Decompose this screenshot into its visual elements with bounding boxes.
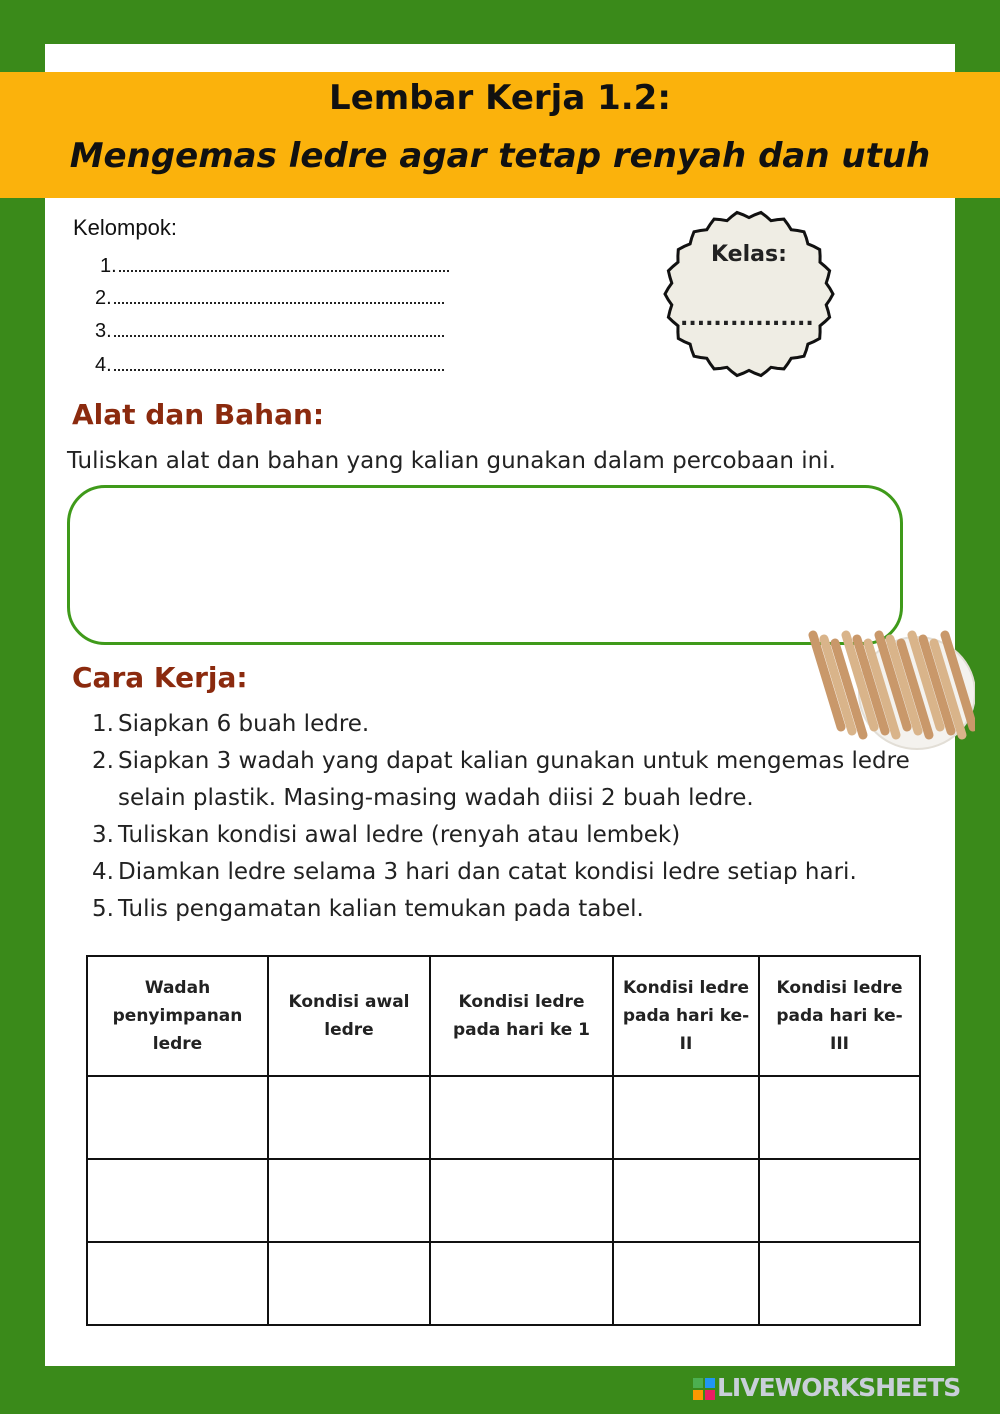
procedure-step [92,743,932,817]
class-label: Kelas: [711,242,787,267]
header-day-3: Kondisi ledre pada hari ke-III [759,956,920,1076]
group-label: Kelompok: [73,215,177,240]
table-cell[interactable] [759,1159,920,1242]
step-number: 3. [92,822,114,848]
procedure-steps [92,706,932,928]
table-cell[interactable] [430,1076,613,1159]
step-number: 5. [92,896,114,922]
group-member-2-field[interactable] [95,284,444,310]
header-day-2: Kondisi ledre pada hari ke-II [613,956,759,1076]
materials-answer-box[interactable] [67,485,903,645]
title-banner [0,72,1000,198]
table-cell[interactable] [430,1242,613,1325]
procedure-step [92,706,932,743]
member-number: 3. [95,320,112,342]
materials-heading: Alat dan Bahan: [72,398,325,431]
header-initial-condition: Kondisi awal ledre [268,956,430,1076]
member-number: 1. [100,255,117,277]
step-text: Tulis pengamatan kalian temukan pada tabel. [118,896,644,922]
liveworksheets-logo-icon [693,1378,715,1400]
table-cell[interactable] [759,1076,920,1159]
brand-name: LIVEWORKSHEETS [717,1373,961,1402]
class-badge-shape [658,205,840,383]
table-row [87,1242,920,1325]
group-member-1-field[interactable] [100,252,449,278]
header-day-1: Kondisi ledre pada hari ke 1 [430,956,613,1076]
table-cell[interactable] [268,1159,430,1242]
class-input-field[interactable]: ................ [680,306,814,331]
table-row [87,1159,920,1242]
table-cell[interactable] [430,1159,613,1242]
table-cell[interactable] [759,1242,920,1325]
group-member-4-field[interactable] [95,351,444,377]
table-cell[interactable] [87,1242,268,1325]
table-cell[interactable] [613,1076,759,1159]
procedure-step [92,891,932,928]
step-text: Tuliskan kondisi awal ledre (renyah atau lembek) [118,822,681,848]
step-text: Siapkan 6 buah ledre. [118,711,370,737]
group-member-3-field[interactable] [95,317,444,343]
table-cell[interactable] [268,1242,430,1325]
observation-table [86,955,921,1326]
table-cell[interactable] [87,1076,268,1159]
step-number: 2. [92,748,114,774]
table-header-row [87,956,920,1076]
materials-instruction: Tuliskan alat dan bahan yang kalian gunakan dalam percobaan ini. [67,448,836,474]
step-number: 4. [92,859,114,885]
table-cell[interactable] [613,1159,759,1242]
member-number: 4. [95,354,112,376]
header-container: Wadah penyimpanan ledre [87,956,268,1076]
table-cell[interactable] [87,1159,268,1242]
procedure-step [92,854,932,891]
step-text: Diamkan ledre selama 3 hari dan catat kondisi ledre setiap hari. [118,859,857,885]
table-row [87,1076,920,1159]
worksheet-title: Lembar Kerja 1.2: [329,78,671,118]
table-cell[interactable] [268,1076,430,1159]
procedure-heading: Cara Kerja: [72,661,248,694]
procedure-step [92,817,932,854]
worksheet-subtitle: Mengemas ledre agar tetap renyah dan utuh [69,136,931,176]
table-cell[interactable] [613,1242,759,1325]
step-number: 1. [92,711,114,737]
step-text: Siapkan 3 wadah yang dapat kalian gunakan untuk mengemas ledre selain plastik. Masing-masing wadah diisi 2 buah ledre. [118,748,910,811]
member-number: 2. [95,287,112,309]
